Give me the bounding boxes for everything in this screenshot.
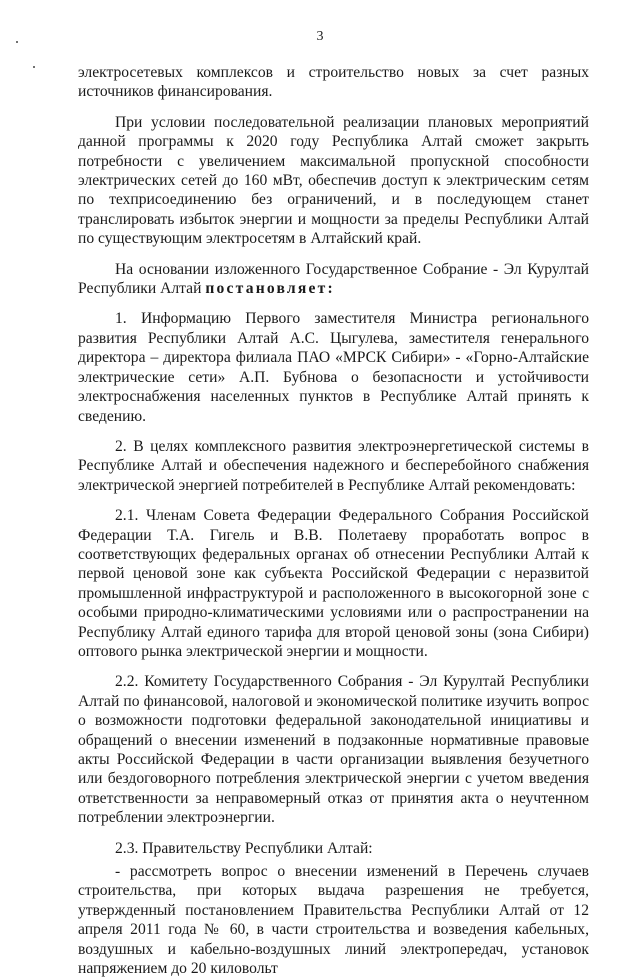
scan-speck (33, 66, 35, 68)
document-body (78, 63, 589, 978)
paragraph-item-2-3: 2.3. Правительству Республики Алтай: (115, 839, 373, 857)
paragraph-item-2: 2. В целях комплексного развития электроэнергетической системы в Республике Алтай и обеспечения надежного и бесперебойного снабжения электрической энергией потребителей в Республике Алтай рекомендовать: (78, 437, 589, 494)
paragraph-continuation: электросетевых комплексов и строительство новых за счет разных источников финансирования. (78, 64, 589, 101)
page-number: 3 (316, 29, 324, 44)
preamble-text: На основании изложенного Государственное Собрание - Эл Курултай Республики Алтай (78, 260, 589, 298)
paragraph-resolution-preamble (78, 260, 589, 299)
scan-speck (16, 41, 18, 43)
paragraph-item-2-3-bullet: - рассмотреть вопрос о внесении изменений в Перечень случаев строительства, при которых выдача разрешения не требуется, утвержденный постановлением Правительства Республики Алтай от 12 апреля 2011 года № 60, в части строительства и возведения кабельных, воздушных и кабельно-воздушных линий электропередач, установок напряжением до 20 киловольт (78, 863, 589, 978)
paragraph-item-2-2: 2.2. Комитету Государственного Собрания - Эл Курултай Республики Алтай по финансовой, налоговой и экономической политике изучить вопрос о возможности подготовки федеральной законодательной инициативы и обращений о внесении изменений в подзаконные нормативные правовые акты Российской Федерации в части организации выявления безучетного или бездоговорного потребления электрической энергии с учетом введения ответственности за неправомерный отказ от принятия акта о неучтенном потреблении электроэнергии. (78, 673, 589, 827)
paragraph-item-2-1: 2.1. Членам Совета Федерации Федерального Собрания Российской Федерации Т.А. Гигель и В.В. Полетаеву проработать вопрос в соответствующих федеральных органах об отнесении Республики Алтай к первой ценовой зоне как субъекта Российской Федерации с неразвитой промышленной инфраструктурой и расположенного в высокогорной зоне с особыми природно-климатическими условиями или о распространении на Республику Алтай единого тарифа для второй ценовой зоны (зона Сибири) оптового рынка электрической энергии и мощности. (78, 507, 589, 660)
paragraph-item-1: 1. Информацию Первого заместителя Министра регионального развития Республики Алтай А.С. Цыгулева, заместителя генерального директора – директора филиала ПАО «МРСК Сибири» - «Горно-Алтайские электрические сети» А.П. Бубнова о безопасности и устойчивости электроснабжения населенных пунктов в Республике Алтай принять к сведению. (78, 310, 589, 425)
resolution-keyword: постановляет: (205, 280, 335, 298)
paragraph-program-outcome: При условии последовательной реализации плановых мероприятий данной программы к 2020 году Республика Алтай сможет закрыть потребности с увеличением максимальной пропускной способности электрических сетей до 160 мВт, обеспечив доступ к электрическим сетям по техприсоединению без ограничений, и в последующем станет транслировать избыток энергии и мощности за пределы Республики Алтай по существующим электросетям в Алтайский край. (78, 113, 589, 248)
